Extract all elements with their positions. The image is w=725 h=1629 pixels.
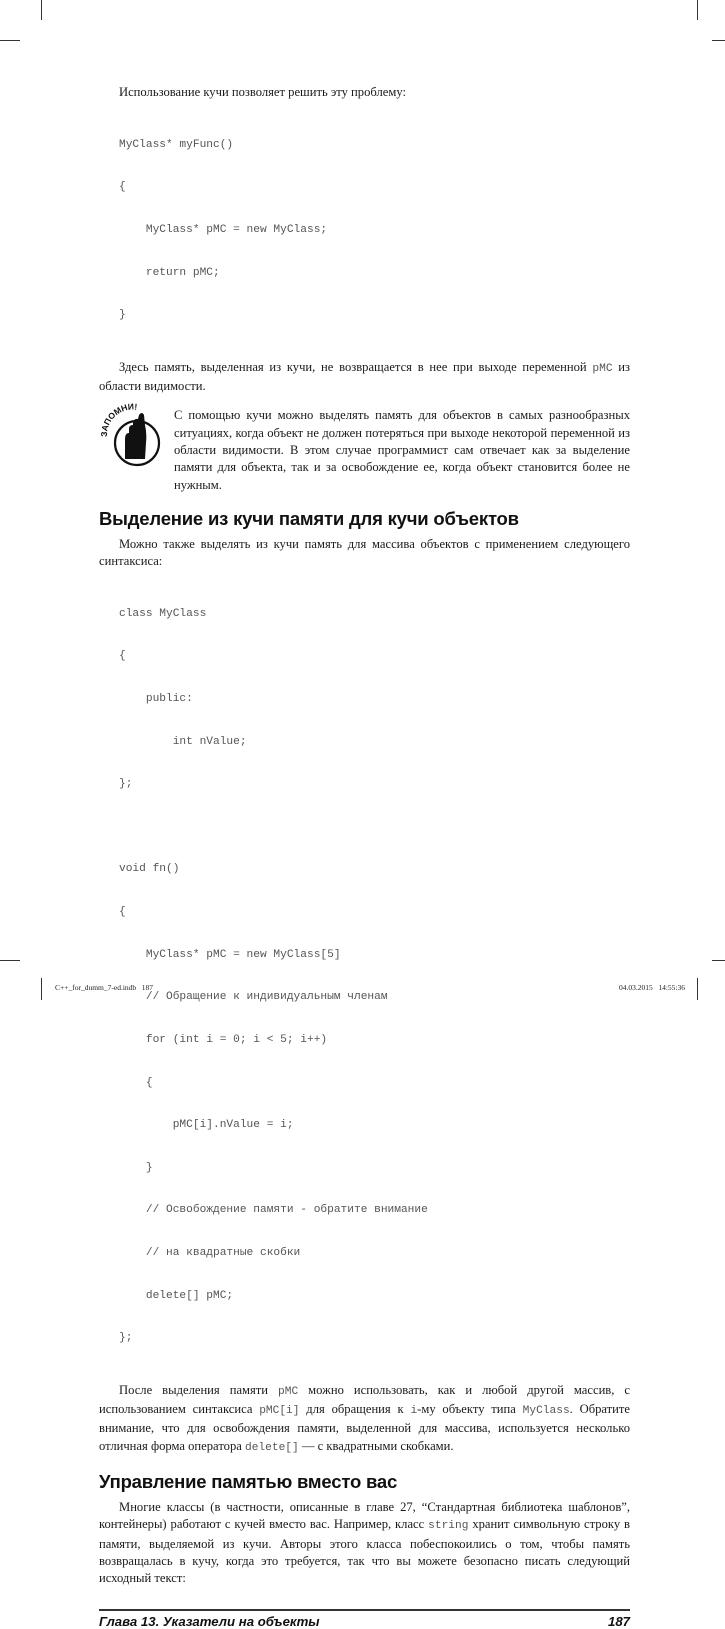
remember-hand-icon xyxy=(99,403,167,471)
code-line: { xyxy=(119,1076,153,1089)
code-line: }; xyxy=(119,778,133,791)
intro-paragraph: Использование кучи позволяет решить эту проблему: xyxy=(119,85,406,99)
crop-mark xyxy=(712,40,725,41)
text: хранит символьную строку в памяти, выделяемой из кучи. Авторы этого класса побеспокоились о том, чтобы память возвращалась в кучу, когда это требуется, так что вы можете безопасно писать следующий исходный текст: xyxy=(99,1517,630,1586)
running-footer-chapter: Глава 13. Указатели на объекты xyxy=(99,1614,320,1629)
crop-mark xyxy=(41,978,42,1000)
crop-mark xyxy=(41,0,42,20)
page-body xyxy=(99,0,630,1629)
code-line: // Обращение к индивидуальным членам xyxy=(119,991,388,1004)
inline-code: pMC[i] xyxy=(259,1405,300,1418)
remember-note: С помощью кучи можно выделять память для объектов в самых разнообразных ситуациях, когда объект не должен потеряться при выходе некоторой переменной из области видимости. В этом случае программист сам отвечает как за выделение памяти для объекта, так и за освобождение ее, когда объект становится более не нужным. xyxy=(174,408,630,492)
section-heading: Выделение из кучи памяти для кучи объектов xyxy=(99,507,519,529)
paragraph-heap-scope xyxy=(99,359,630,396)
code-line: } xyxy=(119,1161,153,1174)
code-line: return pMC; xyxy=(119,266,220,279)
crop-mark xyxy=(0,960,20,961)
code-line: void fn() xyxy=(119,863,180,876)
remember-note-block xyxy=(99,403,630,493)
code-line: { xyxy=(119,181,126,194)
code-line: // на квадратные скобки xyxy=(119,1246,301,1259)
text: После выделения памяти xyxy=(119,1382,279,1397)
code-line: int nValue; xyxy=(119,735,247,748)
text: Здесь память, выделенная из кучи, не возвращается в нее при выходе переменной xyxy=(119,359,593,374)
code-line: delete[] pMC; xyxy=(119,1289,234,1302)
code-line: pMC[i].nValue = i; xyxy=(119,1119,294,1132)
section-heading: Управление памятью вместо вас xyxy=(99,1470,398,1492)
inline-code: MyClass xyxy=(522,1405,570,1418)
inline-code: i xyxy=(410,1405,418,1418)
print-slug-file: C++_for_dumm_7-ed.indb 187 xyxy=(55,983,154,992)
code-line: class MyClass xyxy=(119,607,207,620)
code-line: // Освобождение памяти - обратите внимание xyxy=(119,1204,428,1217)
code-line: MyClass* myFunc() xyxy=(119,138,234,151)
text: для обращения к xyxy=(299,1402,411,1417)
paragraph-memory-management xyxy=(99,1499,630,1587)
paragraph-array-usage xyxy=(99,1382,630,1457)
code-line xyxy=(119,820,630,834)
code-line: public: xyxy=(119,693,193,706)
running-footer xyxy=(99,1609,630,1629)
code-line: }; xyxy=(119,1332,133,1345)
paragraph-array-alloc: Можно также выделять из кучи память для массива объектов с применением следующего синтаксиса: xyxy=(99,536,630,569)
code-line: { xyxy=(119,906,126,919)
inline-code: string xyxy=(428,1520,469,1533)
page-number: 187 xyxy=(607,1614,630,1629)
text: из области видимости. xyxy=(99,359,630,394)
text: . Обратите внимание, что для освобождения памяти, выделенной для массива, используется несколько отличная форма оператора xyxy=(99,1402,630,1453)
code-block-1 xyxy=(119,109,630,350)
code-line: MyClass* pMC = new MyClass; xyxy=(119,223,328,236)
code-line: } xyxy=(119,309,126,322)
inline-code: pMC xyxy=(278,1385,299,1398)
code-line: { xyxy=(119,650,126,663)
crop-mark xyxy=(697,0,698,20)
code-block-2 xyxy=(119,578,630,1373)
svg-text:ЗАПОМНИ!: ЗАПОМНИ! xyxy=(99,403,138,438)
crop-mark xyxy=(697,978,698,1000)
text: -му объекту типа xyxy=(417,1402,523,1417)
print-slug-timestamp: 04.03.2015 14:55:36 xyxy=(618,983,685,992)
inline-code: delete[] xyxy=(245,1441,299,1454)
code-line: for (int i = 0; i < 5; i++) xyxy=(119,1033,328,1046)
print-slug xyxy=(55,983,685,992)
crop-mark xyxy=(0,40,20,41)
text: — с квадратными скобками. xyxy=(298,1438,454,1453)
crop-mark xyxy=(712,960,725,961)
text: Многие классы (в частности, описанные в главе 27, “Стандартная библиотека шаблонов”, контейнеры) работают с кучей вместо вас. Например, класс xyxy=(99,1499,630,1532)
code-line: MyClass* pMC = new MyClass[5] xyxy=(119,948,341,961)
inline-code: pMC xyxy=(592,362,613,375)
text: можно использовать, как и любой другой массив, с использованием синтаксиса xyxy=(99,1382,630,1417)
